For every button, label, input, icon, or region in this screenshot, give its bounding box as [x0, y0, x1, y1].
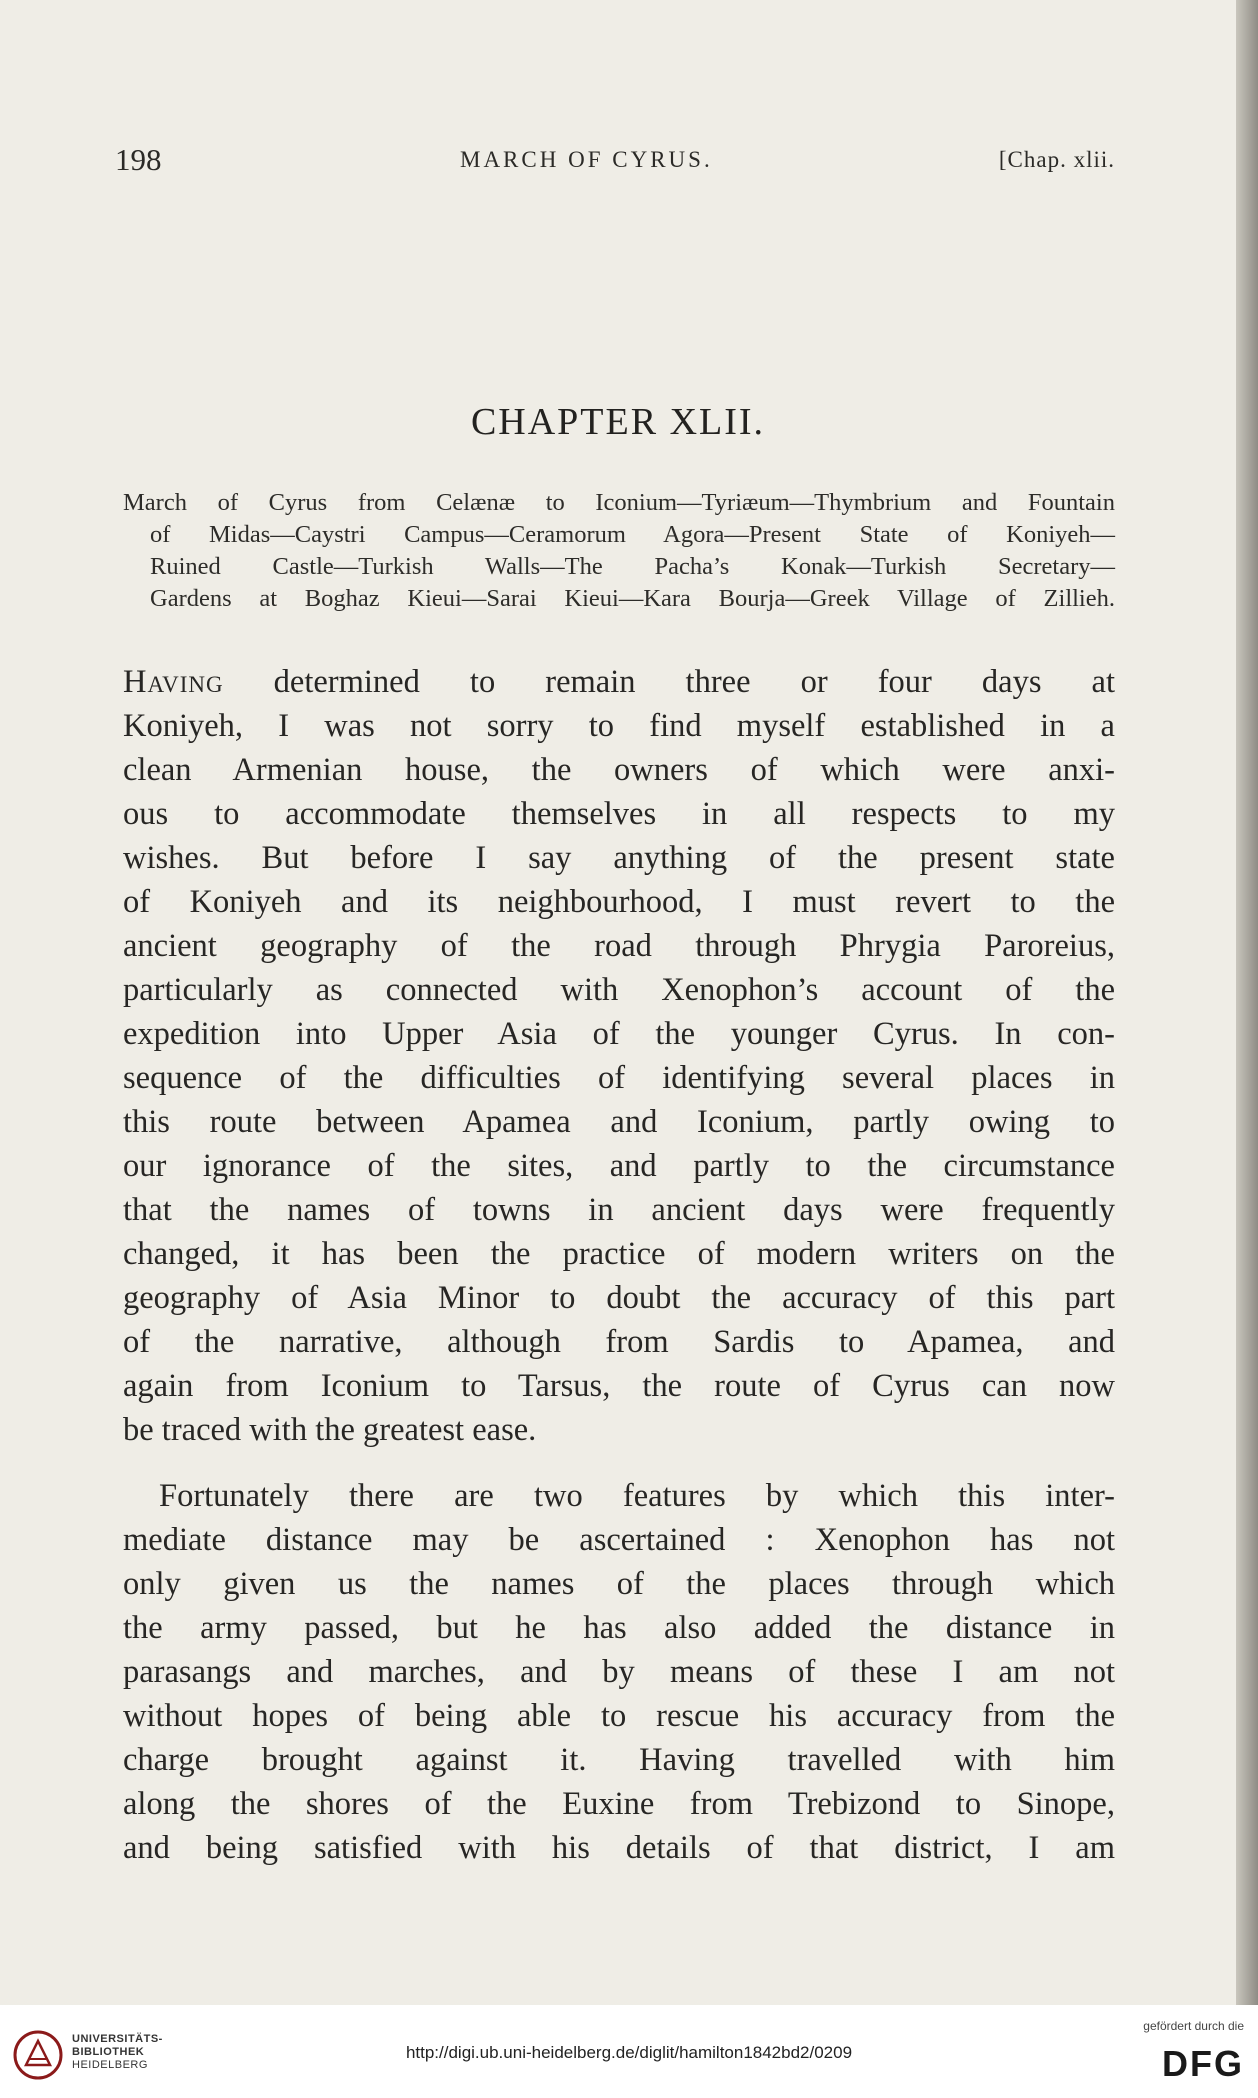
body-line: the army passed, but he has also added the distance in [123, 1610, 1115, 1646]
paragraph-2 [123, 1474, 1115, 1870]
institution-line: HEIDELBERG [72, 2059, 148, 2071]
body-line: wishes. But before I say anything of the present state [123, 840, 1115, 876]
institution-line: BIBLIOTHEK [72, 2046, 145, 2058]
body-line: parasangs and marches, and by means of these I am not [123, 1654, 1115, 1690]
body-line: along the shores of the Euxine from Trebizond to Sinope, [123, 1786, 1115, 1822]
chapter-synopsis [123, 487, 1115, 615]
body-line: Fortunately there are two features by which this inter- [159, 1478, 1115, 1514]
institution-line: UNIVERSITÄTS- [72, 2033, 163, 2045]
page-header [115, 142, 1115, 182]
page-edge-shadow [1236, 0, 1258, 2005]
digitization-footer [0, 2005, 1258, 2098]
page-number: 198 [115, 142, 162, 177]
body-line: mediate distance may be ascertained : Xenophon has not [123, 1522, 1115, 1558]
body-line: Koniyeh, I was not sorry to find myself established in a [123, 708, 1115, 744]
synopsis-line: Gardens at Boghaz Kieui—Sarai Kieui—Kara Bourja—Greek Village of Zillieh. [150, 585, 1115, 612]
body-line: and being satisfied with his details of that district, I am [123, 1830, 1115, 1866]
dfg-logo: DFG [1162, 2043, 1244, 2084]
first-line-text: determined to remain three or four days at [223, 664, 1115, 700]
body-line: ous to accommodate themselves in all respects to my [123, 796, 1115, 832]
body-line: only given us the names of the places through which [123, 1566, 1115, 1602]
chapter-reference: [Chap. xlii. [998, 147, 1115, 172]
funded-by-label: gefördert durch die [1143, 2019, 1244, 2033]
body-line: of the narrative, although from Sardis to Apamea, and [123, 1324, 1115, 1360]
body-line: expedition into Upper Asia of the younger Cyrus. In con- [123, 1016, 1115, 1052]
body-line: again from Iconium to Tarsus, the route of Cyrus can now [123, 1368, 1115, 1404]
body-line: clean Armenian house, the owners of which were anxi- [123, 752, 1115, 788]
body-line: be traced with the greatest ease. [123, 1412, 537, 1448]
synopsis-line: of Midas—Caystri Campus—Ceramorum Agora—Present State of Koniyeh— [150, 521, 1115, 548]
body-line: sequence of the difficulties of identifying several places in [123, 1060, 1115, 1096]
body-line: this route between Apamea and Iconium, partly owing to [123, 1104, 1115, 1140]
synopsis-line: Ruined Castle—Turkish Walls—The Pacha’s Konak—Turkish Secretary— [150, 553, 1115, 580]
running-head: MARCH OF CYRUS. [460, 147, 713, 172]
body-line: ancient geography of the road through Phrygia Paroreius, [123, 928, 1115, 964]
body-line: without hopes of being able to rescue his accuracy from the [123, 1698, 1115, 1734]
chapter-title: CHAPTER XLII. [470, 401, 766, 443]
synopsis-line: March of Cyrus from Celænæ to Iconium—Tyriæum—Thymbrium and Fountain [123, 489, 1115, 516]
body-line: charge brought against it. Having travelled with him [123, 1742, 1115, 1778]
body-line [123, 660, 1115, 704]
body-line: particularly as connected with Xenophon’s account of the [123, 972, 1115, 1008]
permalink-url[interactable]: http://digi.ub.uni-heidelberg.de/diglit/hamilton1842bd2/0209 [405, 2043, 853, 2062]
body-line: geography of Asia Minor to doubt the accuracy of this part [123, 1280, 1115, 1316]
body-line: that the names of towns in ancient days were frequently [123, 1192, 1115, 1228]
paragraph-1 [123, 660, 1115, 1452]
body-line: changed, it has been the practice of modern writers on the [123, 1236, 1115, 1272]
body-line: of Koniyeh and its neighbourhood, I must revert to the [123, 884, 1115, 920]
opening-word: Having [123, 664, 224, 700]
body-line: our ignorance of the sites, and partly to the circumstance [123, 1148, 1115, 1184]
